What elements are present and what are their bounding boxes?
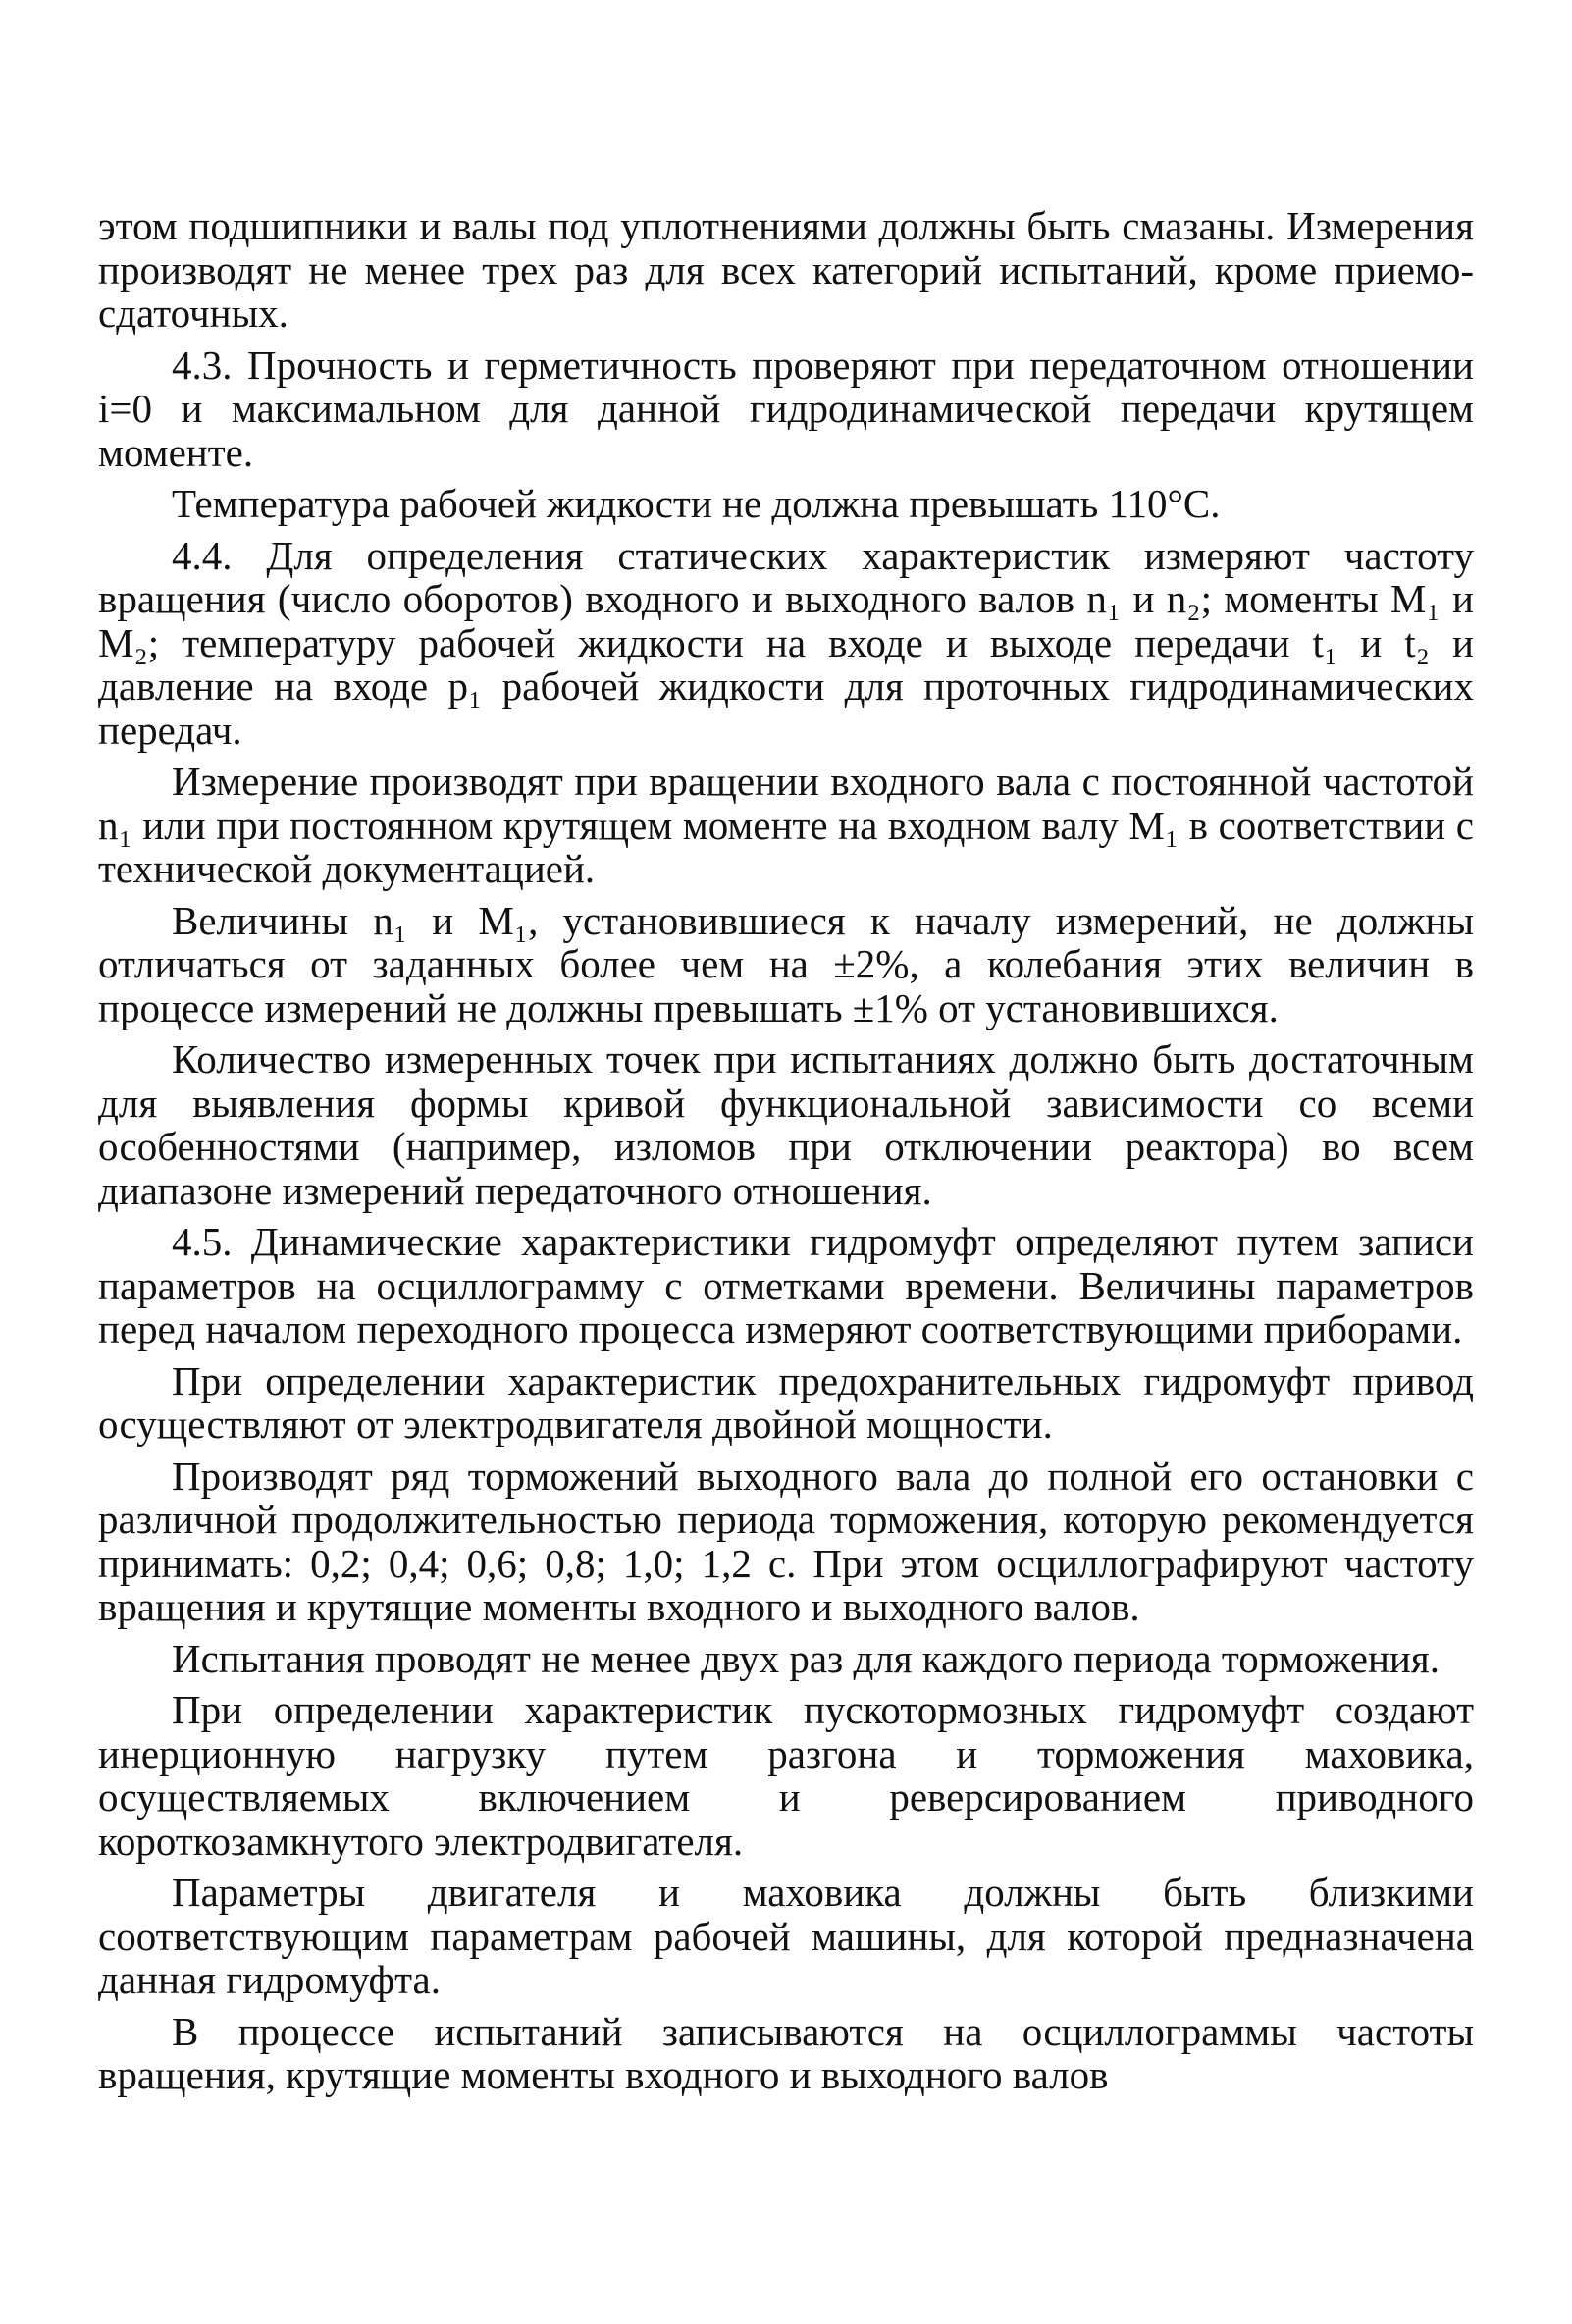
paragraph-braking: Производят ряд торможений выходного вала до полной его остановки с различной продолжительностью периода торможения, которую рекомендуется принимать: 0,2; 0,4; 0,6; 0,8; 1,0; 1,2 с. При этом осциллографируют частоту вращения и крутящие моменты входного и выходного валов. [98,1452,1474,1629]
paragraph-oscillograms: В процессе испытаний записываются на осциллограммы частоты вращения, крутящие моменты входного и выходного валов [98,2008,1474,2097]
paragraph-temperature: Температура рабочей жидкости не должна превышать 110°С. [172,481,1221,526]
paragraph-4-5: 4.5. Динамические характеристики гидромуфт определяют путем записи параметров на осциллограмму с отметками времени. Величины параметров перед началом переходного процесса измеряют соответствующими приборами. [98,1219,1474,1351]
paragraph-engine-parameters: Параметры двигателя и маховика должны быть близкими соответствующим параметрам рабочей машины, для которой предназначена данная гидромуфта. [98,1870,1474,2002]
paragraph-safety-couplings: При определении характеристик предохранительных гидромуфт привод осуществляют от электродвигателя двойной мощности. [98,1357,1474,1447]
paragraph-continued: этом подшипники и валы под уплотнениями должны быть смазаны. Измерения производят не менее трех раз для всех категорий испытаний, кроме приемо-сдаточных. [98,203,1474,336]
paragraph-repeat-tests: Испытания проводят не менее двух раз для каждого периода торможения. [172,1635,1440,1681]
paragraph-4-3: 4.3. Прочность и герметичность проверяют при передаточном отношении i=0 и максимальном для данной гидродинамической передачи крутящем моменте. [98,342,1474,475]
paragraph-4-4: 4.4. Для определения статических характеристик измеряют частоту вращения (число оборотов) входного и выходного валов n₁ и n₂; моменты M₁ и M₂; температуру рабочей жидкости на входе и выходе передачи t₁ и t₂ и давление на входе p₁ рабочей жидкости для проточных гидродинамических передач. [98,532,1474,753]
paragraph-start-brake-couplings: При определении характеристик пускотормозных гидромуфт создают инерционную нагрузку путем разгона и торможения маховика, осуществляемых включением и реверсированием приводного короткозамкнутого электродвигателя. [98,1687,1474,1864]
paragraph-tolerances: Величины n₁ и M₁, установившиеся к началу измерений, не должны отличаться от заданных более чем на ±2%, а колебания этих величин в процессе измерений не должны превышать ±1% от установившихся. [98,897,1474,1030]
paragraph-measurement: Измерение производят при вращении входного вала с постоянной частотой n₁ или при постоянном крутящем моменте на входном валу M₁ в соответствии с технической документацией. [98,759,1474,891]
paragraph-points-count: Количество измеренных точек при испытаниях должно быть достаточным для выявления формы кривой функциональной зависимости со всеми особенностями (например, изломов при отключении реактора) во всем диапазоне измерений передаточного отношения. [98,1036,1474,1213]
body-text [98,204,1474,2097]
